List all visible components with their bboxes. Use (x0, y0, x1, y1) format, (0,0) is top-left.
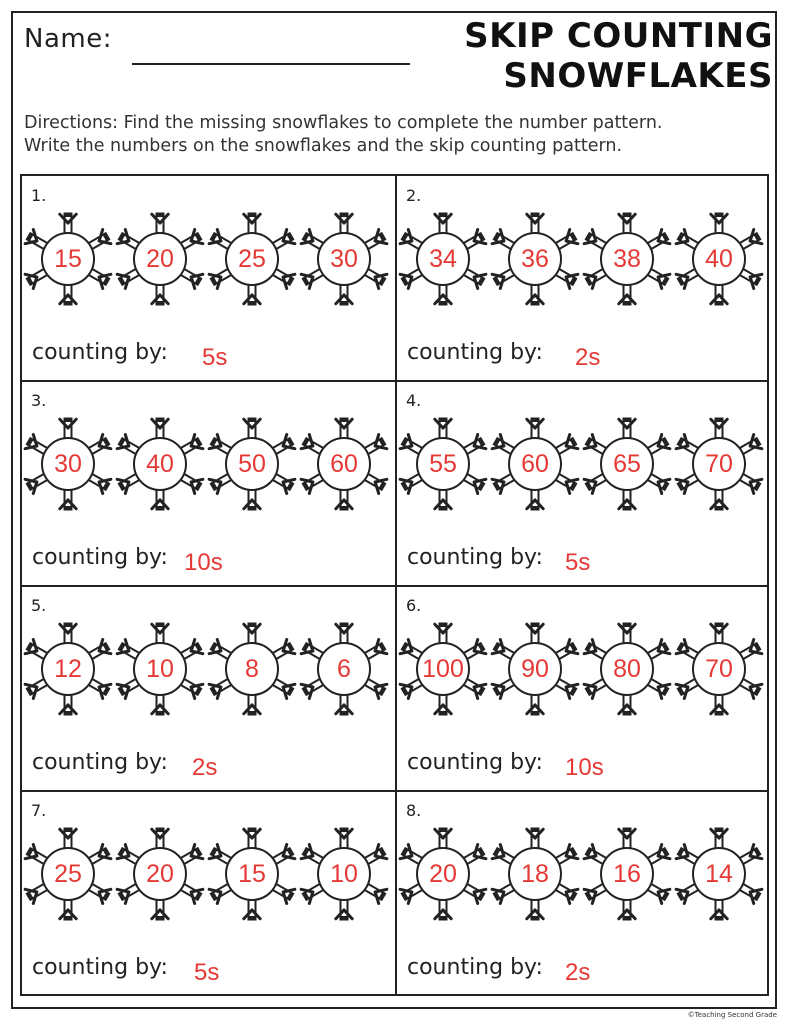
snowflake-row (397, 196, 771, 326)
snowflake-number[interactable]: 16 (613, 860, 641, 888)
snowflake-number[interactable]: 15 (54, 245, 82, 273)
problem-number: 3. (31, 391, 47, 410)
problem-number: 2. (406, 186, 422, 205)
snowflake-number[interactable]: 25 (238, 245, 266, 273)
snowflake-number[interactable]: 20 (146, 245, 174, 273)
snowflake-row (397, 401, 771, 531)
snowflake-number[interactable]: 70 (705, 450, 733, 478)
counting-by-label: counting by: (32, 750, 168, 775)
snowflake-number[interactable]: 30 (330, 245, 358, 273)
snowflake-number[interactable]: 8 (245, 655, 259, 683)
snowflake-number[interactable]: 100 (422, 655, 464, 683)
counting-by-label: counting by: (407, 340, 543, 365)
snowflake-row (22, 606, 396, 736)
problem-number: 1. (31, 186, 47, 205)
snowflake-number[interactable]: 50 (238, 450, 266, 478)
snowflake-number[interactable]: 36 (521, 245, 549, 273)
directions-line-2: Write the numbers on the snowflakes and the skip counting pattern. (24, 136, 623, 156)
counting-by-answer[interactable]: 10s (565, 754, 604, 781)
problem-cell (22, 176, 396, 381)
snowflake-number[interactable]: 65 (613, 450, 641, 478)
snowflake-number[interactable]: 25 (54, 860, 82, 888)
counting-by-label: counting by: (407, 750, 543, 775)
copyright: ©Teaching Second Grade (687, 1011, 777, 1019)
snowflake-number[interactable]: 70 (705, 655, 733, 683)
counting-by-answer[interactable]: 2s (575, 344, 601, 371)
problem-cell (22, 381, 396, 586)
snowflake-row (397, 811, 771, 941)
counting-by-answer[interactable]: 5s (194, 959, 220, 986)
snowflake-row (22, 811, 396, 941)
snowflake-number[interactable]: 15 (238, 860, 266, 888)
snowflake-number[interactable]: 6 (337, 655, 351, 683)
counting-by-label: counting by: (32, 340, 168, 365)
counting-by-answer[interactable]: 2s (192, 754, 218, 781)
worksheet-title (453, 16, 773, 96)
snowflake-row (22, 196, 396, 326)
problem-number: 8. (406, 801, 422, 820)
snowflake-row (397, 606, 771, 736)
title-line-1: SKIP COUNTING (464, 16, 773, 56)
name-label: Name: (24, 24, 112, 54)
problem-cell (397, 381, 771, 586)
counting-by-label: counting by: (407, 955, 543, 980)
snowflake-number[interactable]: 34 (429, 245, 457, 273)
snowflake-number[interactable]: 40 (146, 450, 174, 478)
snowflake-number[interactable]: 60 (330, 450, 358, 478)
snowflake-number[interactable]: 80 (613, 655, 641, 683)
counting-by-answer[interactable]: 10s (184, 549, 223, 576)
problem-cell (397, 791, 771, 996)
title-line-2: SNOWFLAKES (503, 56, 773, 96)
snowflake-number[interactable]: 55 (429, 450, 457, 478)
snowflake-number[interactable]: 30 (54, 450, 82, 478)
snowflake-number[interactable]: 10 (146, 655, 174, 683)
problem-cell (397, 176, 771, 381)
snowflake-number[interactable]: 20 (429, 860, 457, 888)
counting-by-answer[interactable]: 5s (565, 549, 591, 576)
directions-line-1: Directions: Find the missing snowflakes to complete the number pattern. (24, 113, 663, 133)
counting-by-label: counting by: (32, 955, 168, 980)
problem-number: 5. (31, 596, 47, 615)
problem-cell (22, 586, 396, 791)
problem-cell (22, 791, 396, 996)
problem-number: 7. (31, 801, 47, 820)
snowflake-number[interactable]: 40 (705, 245, 733, 273)
counting-by-label: counting by: (407, 545, 543, 570)
snowflake-number[interactable]: 12 (54, 655, 82, 683)
problem-number: 4. (406, 391, 422, 410)
counting-by-label: counting by: (32, 545, 168, 570)
problem-grid (20, 174, 769, 996)
problem-cell (397, 586, 771, 791)
counting-by-answer[interactable]: 5s (202, 344, 228, 371)
snowflake-number[interactable]: 20 (146, 860, 174, 888)
counting-by-answer[interactable]: 2s (565, 959, 591, 986)
snowflake-number[interactable]: 38 (613, 245, 641, 273)
problem-number: 6. (406, 596, 422, 615)
snowflake-row (22, 401, 396, 531)
directions (24, 112, 764, 158)
name-write-line[interactable] (132, 63, 410, 65)
snowflake-number[interactable]: 14 (705, 860, 733, 888)
snowflake-number[interactable]: 90 (521, 655, 549, 683)
snowflake-number[interactable]: 10 (330, 860, 358, 888)
snowflake-number[interactable]: 60 (521, 450, 549, 478)
snowflake-number[interactable]: 18 (521, 860, 549, 888)
